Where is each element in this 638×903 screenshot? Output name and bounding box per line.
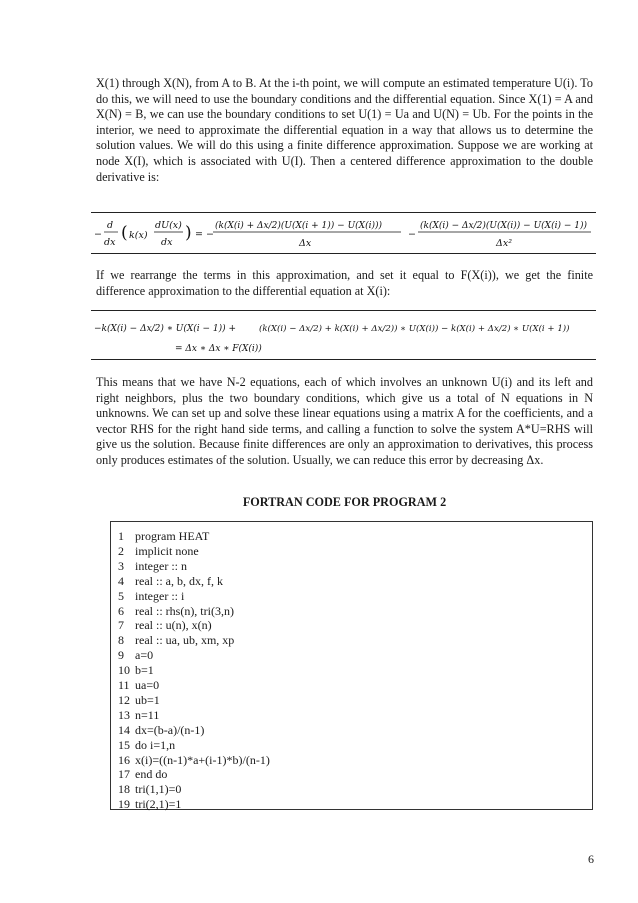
intro-paragraph: X(1) through X(N), from A to B. At the i-th point, we will compute an estimated temperature U(i). To do this, we will need to use the boundary conditions and the differential equation. Since X(1) = A and X(N) = B, we can use the boundary conditions to set U(1) = Ua and U(N) = Ub. For the points in the interior, we need to approximate the differential equation in a way that allows us to determine the solution values. We will do this using a finite difference approximation. Suppose we are working at node X(I), which is associated with U(I). Then a centered difference approximation to the double derivative is: bbox=[96, 76, 593, 184]
line-number: 5 bbox=[118, 588, 124, 603]
code-text: tri(2,1)=1 bbox=[135, 797, 182, 812]
eq1-mid-minus: − bbox=[408, 229, 416, 240]
eq2-line1-part-b: (k(X(i) − Δx/2) + k(X(i) + Δx/2)) ∗ U(X(i)) − k(X(i) + Δx/2) ∗ U(X(i + 1)) bbox=[259, 324, 570, 334]
line-number: 4 bbox=[118, 573, 124, 588]
line-number: 17 bbox=[118, 767, 130, 782]
line-number: 11 bbox=[118, 678, 130, 692]
line-number: 12 bbox=[118, 692, 130, 707]
line-number: 1 bbox=[118, 529, 124, 543]
code-heading: FORTRAN CODE FOR PROGRAM 2 bbox=[242, 495, 447, 509]
code-text: ua=0 bbox=[135, 678, 160, 692]
eq1-denominator-2: Δx² bbox=[496, 238, 513, 249]
line-number: 15 bbox=[118, 737, 130, 752]
code-text: implicit none bbox=[135, 543, 199, 558]
line-number: 9 bbox=[118, 648, 124, 663]
conclusion-paragraph: This means that we have N-2 equations, each of which involves an unknown U(i) and its left and right neighbors, plus the two boundary conditions, which give us a total of N equations in N unknowns. We can set up and solve these linear equations using a matrix A for the coefficients, and a vector RHS for the right hand side terms, and calling a function to solve the system A*U=RHS will give us the solution. Because finite differences are only an approximation to derivatives, this process only produces estimates of the solution. Usually, we can reduce this error by decreasing Δx. bbox=[96, 375, 593, 467]
eq1-d: d bbox=[107, 220, 114, 231]
code-text: tri(1,1)=0 bbox=[135, 782, 182, 797]
line-number: 7 bbox=[118, 618, 124, 633]
code-text: n=11 bbox=[135, 707, 160, 722]
rearrange-paragraph: If we rearrange the terms in this approximation, and set it equal to F(X(i)), we get the finite difference approximation to the differential equation at X(i): bbox=[96, 268, 593, 298]
code-text: ub=1 bbox=[135, 692, 160, 707]
code-text: x(i)=((n-1)*a+(i-1)*b)/(n-1) bbox=[135, 752, 270, 767]
line-number: 13 bbox=[118, 707, 130, 722]
code-text: end do bbox=[135, 767, 168, 782]
code-text: real :: ua, ub, xm, xp bbox=[135, 633, 235, 648]
eq2-line2: = Δx ∗ Δx ∗ F(X(i)) bbox=[175, 344, 262, 354]
code-text: program HEAT bbox=[135, 529, 210, 543]
svg-text:(: ( bbox=[121, 223, 128, 243]
eq1-dx: dx bbox=[104, 237, 116, 248]
code-text: a=0 bbox=[135, 648, 154, 663]
code-text: integer :: i bbox=[135, 588, 185, 603]
line-number: 8 bbox=[118, 633, 124, 648]
eq1-numerator-2: (k(X(i) − Δx/2)(U(X(i)) − U(X(i) − 1)) bbox=[420, 221, 587, 231]
page-number: 6 bbox=[588, 852, 594, 866]
eq1-dUx: dU(x) bbox=[155, 220, 182, 231]
eq1-equals: = − bbox=[195, 229, 214, 240]
equation-finite-difference bbox=[91, 310, 596, 360]
line-number: 19 bbox=[118, 797, 130, 812]
eq1-numerator-1: (k(X(i) + Δx/2)(U(X(i + 1)) − U(X(i))) bbox=[215, 221, 382, 231]
line-number: 14 bbox=[118, 722, 130, 737]
code-text: dx=(b-a)/(n-1) bbox=[135, 722, 205, 737]
code-listing bbox=[110, 521, 593, 810]
line-number: 18 bbox=[118, 782, 130, 797]
eq1-minus: − bbox=[94, 229, 102, 240]
code-text: real :: a, b, dx, f, k bbox=[135, 573, 223, 588]
line-number: 16 bbox=[118, 752, 130, 767]
code-text: b=1 bbox=[135, 663, 154, 678]
equation-centered-difference bbox=[91, 212, 596, 254]
eq2-line1-part-a: −k(X(i) − Δx/2) ∗ U(X(i − 1)) + bbox=[94, 324, 237, 334]
code-text: real :: u(n), x(n) bbox=[135, 618, 212, 633]
eq1-dx2: dx bbox=[161, 237, 173, 248]
code-text: integer :: n bbox=[135, 558, 187, 573]
eq1-kx: k(x) bbox=[129, 230, 148, 241]
line-number: 2 bbox=[118, 543, 124, 558]
line-number: 6 bbox=[118, 603, 124, 618]
svg-text:): ) bbox=[185, 223, 192, 243]
line-number: 3 bbox=[118, 558, 124, 573]
line-number: 10 bbox=[118, 663, 130, 678]
code-text: do i=1,n bbox=[135, 737, 176, 752]
code-text: real :: rhs(n), tri(3,n) bbox=[135, 603, 234, 618]
eq1-denominator-1: Δx bbox=[299, 238, 312, 249]
